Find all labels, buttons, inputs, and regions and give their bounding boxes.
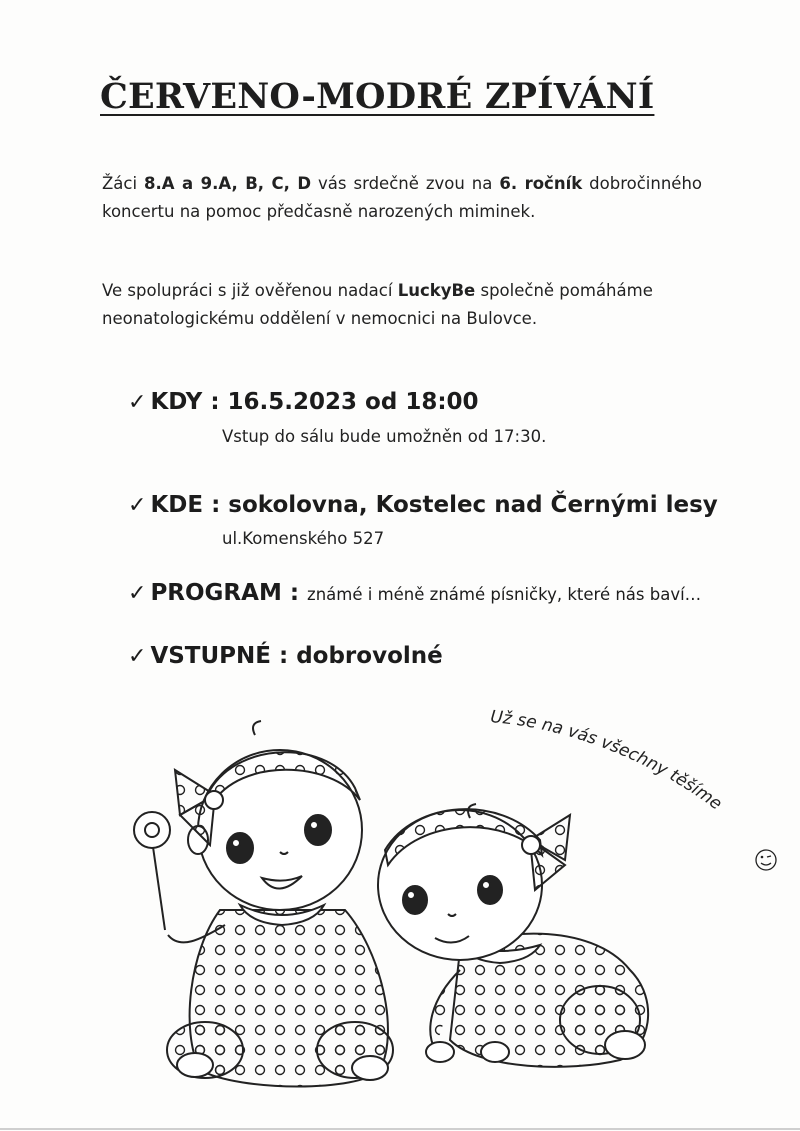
babies-illustration <box>130 700 800 1100</box>
page-title: ČERVENO-MODRÉ ZPÍVÁNÍ <box>100 76 655 117</box>
check-icon: ✓ <box>128 644 147 669</box>
closing-text <box>490 707 726 814</box>
intro-text-1: Žáci <box>102 174 145 193</box>
check-icon: ✓ <box>128 581 147 606</box>
baby-left <box>134 721 393 1087</box>
coop-foundation: LuckyBe <box>397 281 476 300</box>
intro-paragraph <box>102 170 702 226</box>
page-edge <box>0 1128 800 1130</box>
where-value: sokolovna, Kostelec nad Černými lesy <box>228 492 718 518</box>
smiley-icon <box>756 850 776 870</box>
check-icon: ✓ <box>128 493 147 518</box>
coop-text-2: společně pomáháme neonatologickému oddělení v nemocnici na Bulovce. <box>102 281 653 328</box>
intro-text-3: dobročinného koncertu na pomoc předčasně narozených miminek. <box>102 174 703 221</box>
program-item <box>128 580 701 606</box>
where-note: ul.Komenského 527 <box>222 529 385 548</box>
when-item <box>128 389 479 415</box>
intro-classes: 8.A a 9.A, B, C, D <box>144 174 312 193</box>
coop-text-1: Ve spolupráci s již ověřenou nadací <box>102 281 398 300</box>
program-label: PROGRAM : <box>150 580 308 606</box>
entry-item <box>128 643 443 669</box>
baby-right <box>378 804 648 1067</box>
check-icon: ✓ <box>128 390 147 415</box>
where-label: KDE : <box>150 492 229 518</box>
closing-textpath: Už se na vás všechny těšíme <box>489 707 726 815</box>
when-label: KDY : <box>150 389 228 415</box>
where-item <box>128 492 718 518</box>
when-note: Vstup do sálu bude umožněn od 17:30. <box>222 427 547 446</box>
intro-edition: 6. ročník <box>499 174 583 193</box>
cooperation-paragraph <box>102 277 702 333</box>
entry-label: VSTUPNÉ : <box>150 643 297 669</box>
intro-text-2: vás srdečně zvou na <box>311 174 500 193</box>
entry-value: dobrovolné <box>296 643 443 669</box>
when-value: 16.5.2023 od 18:00 <box>227 389 479 415</box>
program-value: známé i méně známé písničky, které nás baví… <box>307 585 702 604</box>
